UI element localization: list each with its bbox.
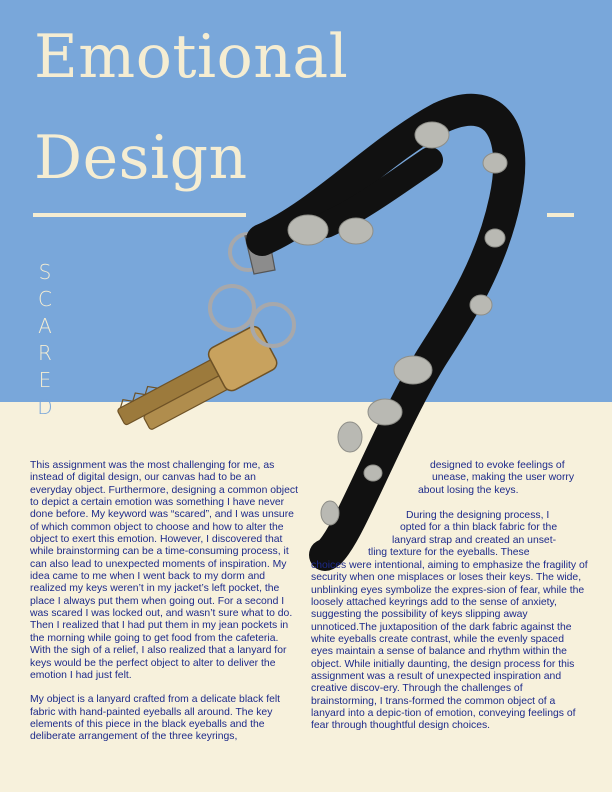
right-line-2: unease, making the user worry [432,472,575,483]
right-line-3: about losing the keys. [418,485,519,496]
keyword-letter: E [38,368,52,392]
keyword-letter: A [38,314,52,338]
right-column-rest: choices were intentional, aiming to emphasize the fragility of security when one misplaces or loses their keys. The wide, unblinking eyes symbolize the expres-sion of fear, while the loosely attached keyrings add to the sense of anxiety, suggesting the possibility of keys slipping away unnoticed.The juxtaposition of the dark fabric against the white eyeballs create contrast, while the evenly spaced eyes maintain a sense of balance and rhythm within the object. While initially daunting, the design process for this assignment was a result of unexpected inspiration and creative discov-ery. Through the challenges of brainstorming, I trans-formed the common object of a lanyard into a depic-tion of emotion, conveying feelings of fear through thoughtful design choices. [311,560,588,732]
title-line-2: Design [34,123,248,193]
right-line-7: tling texture for the eyeballs. These [368,547,530,558]
right-line-1: designed to evoke feelings of [430,460,565,471]
keyword-letter: D [37,395,53,419]
left-paragraph-2: My object is a lanyard crafted from a delicate black felt fabric with hand-painted eyeballs all around. The key elements of this piece in the black eyeballs and the deliberate arrangement of the three keyrings, [30,694,281,743]
right-line-6: lanyard strap and created an unset- [392,535,557,546]
right-line-4: During the designing process, I [406,510,550,521]
title-line-1: Emotional [34,22,349,92]
right-line-5: opted for a thin black fabric for the [400,522,558,533]
title-rule-left [33,213,246,217]
keyword-vertical [36,260,54,422]
left-paragraph-1: This assignment was the most challenging for me, as instead of digital design, our canvas had to be an everyday object. Furthermore, designing a common object to depict a certain emotion was something I have never done before. My keyword was “scared”, and I was unsure of which common object to choose and how to alter the object to exert this emotion. However, I discovered that while brainstorming can be a time-consuming process, it can also lead to unexpected moments of inspiration. My idea came to me when I went back to my dorm and realized my keys weren’t in my jacket’s left pocket, the place I always put them when going out. For a second I was scared I was locked out, and wasn’t sure what to do. Then I realized that I had put them in my jean pockets in the morning while going to get food from the cafeteria. With the sigh of a relief, I also realized that a lanyard for keys would be the perfect object to alter to deliver the emotion I had just felt. [30,460,298,681]
left-column [30,460,298,744]
keyword-letter: C [38,287,52,311]
title-rule-right [547,213,574,217]
keyword-letter: R [38,341,52,365]
keyword-letter: S [38,260,52,284]
